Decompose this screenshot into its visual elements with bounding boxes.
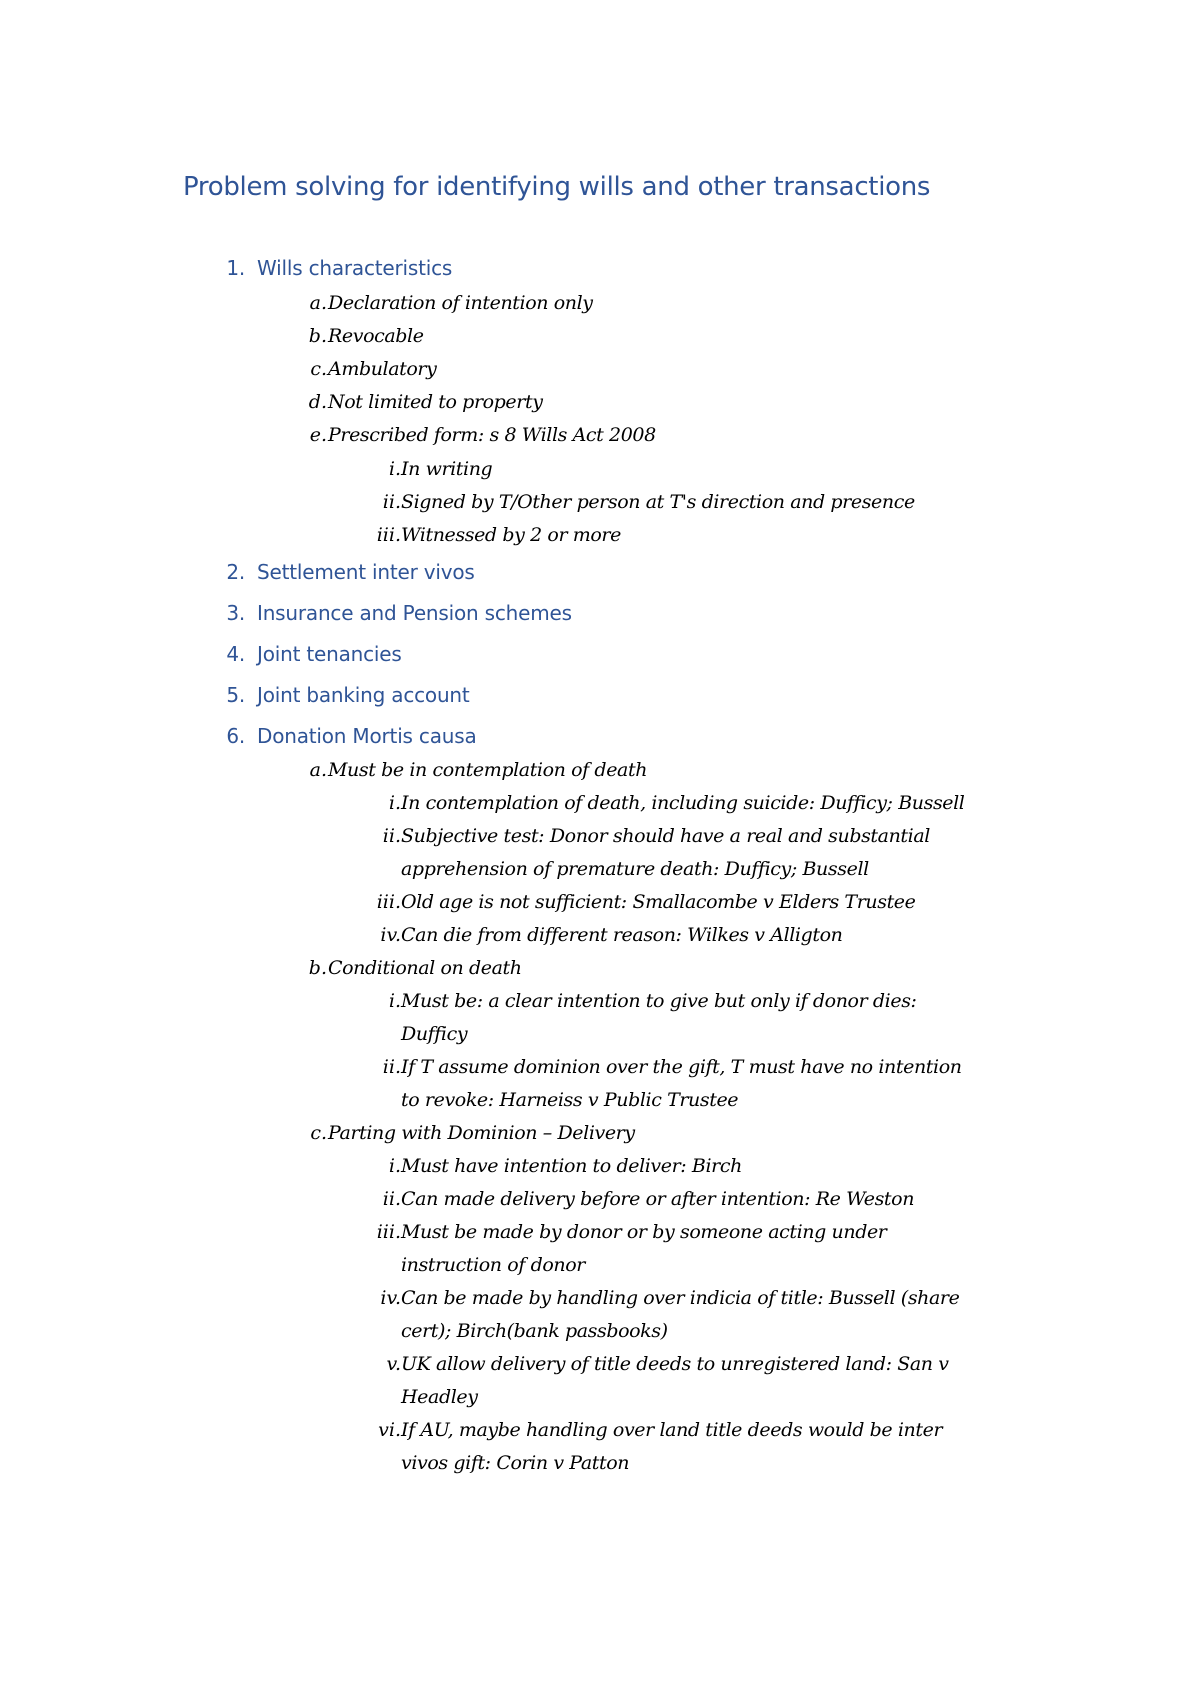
subitem-label: i.: [388, 792, 401, 814]
page-title: Problem solving for identifying wills and other transactions: [183, 172, 931, 202]
list-item: Prescribed form: s 8 Wills Act 2008: [328, 424, 656, 446]
section-heading-1: [226, 256, 453, 280]
list-subitem-continuation: apprehension of premature death: Dufficy; Bussell: [401, 858, 869, 880]
list-item: Revocable: [328, 325, 424, 347]
section-number: 3.: [226, 601, 245, 625]
item-label: a.: [309, 292, 327, 314]
list-subitem: Old age is not sufficient: Smallacombe v Elders Trustee: [401, 891, 916, 913]
list-subitem: If T assume dominion over the gift, T must have no intention: [401, 1056, 962, 1078]
list-item: Must be in contemplation of death: [328, 759, 648, 781]
list-item: Conditional on death: [328, 957, 522, 979]
list-subitem: Must be made by donor or by someone acting under: [401, 1221, 887, 1243]
list-subitem: Subjective test: Donor should have a real and substantial: [401, 825, 930, 847]
item-label: c.: [310, 1122, 327, 1144]
list-subitem: Signed by T/Other person at T's direction and presence: [401, 491, 915, 513]
subitem-label: ii.: [382, 1188, 401, 1210]
section-number: 4.: [226, 642, 245, 666]
list-item: Not limited to property: [328, 391, 543, 413]
subitem-label: iv.: [380, 924, 401, 946]
list-subitem-continuation: Dufficy: [401, 1023, 468, 1045]
subitem-label: vi.: [378, 1419, 401, 1441]
item-label: b.: [308, 325, 327, 347]
section-heading-6: [226, 724, 477, 748]
section-heading-3: [226, 601, 572, 625]
subitem-label: v.: [386, 1353, 401, 1375]
subitem-label: iii.: [376, 891, 401, 913]
list-item: Ambulatory: [328, 358, 437, 380]
section-title: Joint tenancies: [257, 642, 402, 666]
section-number: 1.: [226, 256, 245, 280]
list-subitem: If AU, maybe handling over land title deeds would be inter: [401, 1419, 943, 1441]
section-heading-5: [226, 683, 470, 707]
subitem-label: iv.: [380, 1287, 401, 1309]
subitem-label: i.: [388, 1155, 401, 1177]
list-subitem-continuation: cert); Birch(bank passbooks): [401, 1320, 668, 1342]
subitem-label: ii.: [382, 825, 401, 847]
list-subitem: Witnessed by 2 or more: [401, 524, 621, 546]
list-subitem: UK allow delivery of title deeds to unregistered land: San v: [401, 1353, 949, 1375]
section-number: 2.: [226, 560, 245, 584]
section-title: Joint banking account: [257, 683, 470, 707]
list-subitem-continuation: to revoke: Harneiss v Public Trustee: [401, 1089, 739, 1111]
item-label: b.: [308, 957, 327, 979]
section-title: Insurance and Pension schemes: [257, 601, 572, 625]
subitem-label: ii.: [382, 491, 401, 513]
list-subitem: Can made delivery before or after intention: Re Weston: [401, 1188, 915, 1210]
section-heading-4: [226, 642, 402, 666]
list-subitem: In contemplation of death, including suicide: Dufficy; Bussell: [401, 792, 965, 814]
list-subitem: Can be made by handling over indicia of title: Bussell (share: [401, 1287, 960, 1309]
subitem-label: i.: [388, 458, 401, 480]
section-number: 6.: [226, 724, 245, 748]
list-subitem: In writing: [401, 458, 493, 480]
section-title: Donation Mortis causa: [257, 724, 477, 748]
list-subitem-continuation: vivos gift: Corin v Patton: [401, 1452, 630, 1474]
subitem-label: ii.: [382, 1056, 401, 1078]
list-subitem: Must have intention to deliver: Birch: [401, 1155, 742, 1177]
item-label: e.: [309, 424, 327, 446]
list-item: Parting with Dominion – Delivery: [328, 1122, 635, 1144]
item-label: a.: [309, 759, 327, 781]
list-subitem-continuation: instruction of donor: [401, 1254, 585, 1276]
section-heading-2: [226, 560, 475, 584]
subitem-label: iii.: [376, 524, 401, 546]
subitem-label: i.: [388, 990, 401, 1012]
list-item: Declaration of intention only: [328, 292, 593, 314]
subitem-label: iii.: [376, 1221, 401, 1243]
section-number: 5.: [226, 683, 245, 707]
item-label: c.: [310, 358, 327, 380]
section-title: Wills characteristics: [257, 256, 453, 280]
item-label: d.: [308, 391, 327, 413]
list-subitem: Must be: a clear intention to give but only if donor dies:: [401, 990, 917, 1012]
list-subitem: Can die from different reason: Wilkes v Alligton: [401, 924, 843, 946]
section-title: Settlement inter vivos: [257, 560, 475, 584]
list-subitem-continuation: Headley: [401, 1386, 478, 1408]
